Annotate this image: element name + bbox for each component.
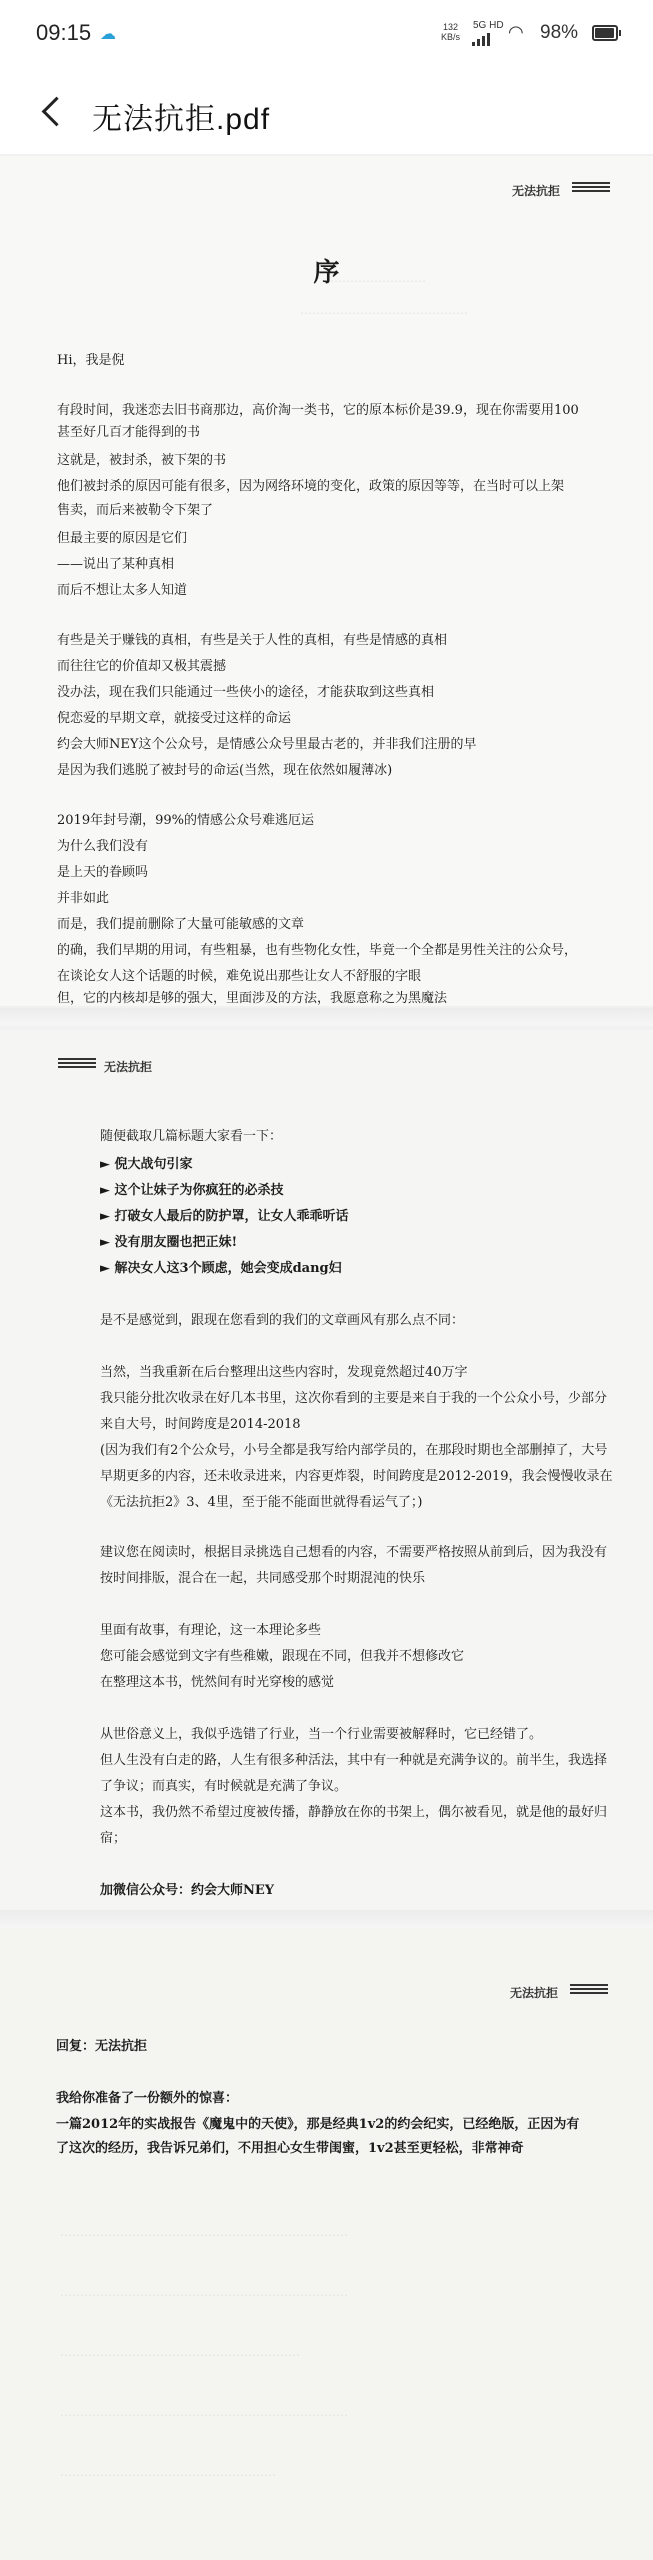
battery-icon [592, 25, 618, 41]
status-bar [0, 0, 653, 70]
pdf-page-3[interactable] [0, 1928, 653, 2560]
pdf-page-1[interactable] [0, 156, 653, 1006]
text-line: 2019年封号潮，99%的情感公众号难逃厄运 [57, 813, 314, 828]
bleed-through-text: ⋯⋯⋯⋯⋯⋯⋯⋯⋯⋯⋯⋯⋯⋯⋯⋯⋯⋯⋯⋯⋯⋯⋯⋯ [60, 2288, 348, 2302]
app-header [0, 70, 653, 154]
cloud-icon: ☁ [100, 26, 116, 43]
text-line: 但人生没有白走的路，人生有很多种活法，其中有一种就是充满争议的。前半生，我选择 [100, 1753, 608, 1768]
network-speed-unit: KB/s [441, 32, 461, 42]
network-type: 5G HD [473, 20, 504, 31]
battery-level: 98% [540, 22, 579, 43]
back-button[interactable] [36, 94, 72, 130]
text-line: 来自大号，时间跨度是2014-2018 [100, 1417, 301, 1432]
text-line: 倪恋爱的早期文章，就接受过这样的命运 [57, 711, 292, 726]
text-line: ► 解决女人这3个顾虑，她会变成dang妇 [100, 1261, 342, 1276]
running-header: 无法抗拒 [510, 1986, 559, 2000]
status-time: 09:15 [36, 20, 92, 45]
text-line: 了这次的经历，我告诉兄弟们，不用担心女生带闺蜜，1v2甚至更轻松，非常神奇 [56, 2141, 524, 2156]
bleed-through-text: ⋯⋯⋯⋯⋯⋯⋯⋯ [330, 274, 426, 288]
bleed-through-text: ⋯⋯⋯⋯⋯⋯⋯⋯⋯⋯⋯⋯⋯⋯⋯⋯⋯⋯⋯⋯⋯⋯⋯⋯ [60, 2408, 348, 2422]
header-ornament-icon [58, 1058, 96, 1074]
text-line: 了争议；而真实，有时候就是充满了争议。 [100, 1779, 348, 1794]
text-line: 是因为我们逃脱了被封号的命运(当然，现在依然如履薄冰) [57, 763, 393, 778]
bleed-through-text: ⋯⋯⋯⋯⋯⋯⋯⋯⋯⋯⋯⋯⋯⋯⋯⋯⋯⋯ [60, 2468, 276, 2482]
text-line: 这就是，被封杀，被下架的书 [57, 453, 227, 468]
document-title: 无法抗拒.pdf [92, 103, 271, 136]
text-line: (因为我们有2个公众号，小号全都是我写给内部学员的，在那段时期也全部删掉了，大号 [100, 1443, 608, 1458]
text-line: 在谈论女人这个话题的时候，难免说出那些让女人不舒服的字眼 [57, 969, 422, 984]
text-line: 而往往它的价值却又极其震撼 [57, 659, 227, 674]
text-line: 一篇2012年的实战报告《魔鬼中的天使》，那是经典1v2的约会纪实，已经绝版，正因为有 [56, 2117, 580, 2132]
text-line: 甚至好几百才能得到的书 [57, 425, 201, 440]
text-line: ► 这个让妹子为你疯狂的必杀技 [100, 1183, 284, 1198]
text-line: Hi，我是倪 [57, 353, 125, 368]
text-line: 建议您在阅读时，根据目录挑选自己想看的内容，不需要严格按照从前到后，因为我没有 [100, 1545, 608, 1560]
text-line: 而后不想让太多人知道 [57, 583, 188, 598]
preface-title: 序 [313, 258, 340, 288]
network-speed-value: 132 [442, 22, 459, 32]
text-line: 在整理这本书，恍然间有时光穿梭的感觉 [100, 1675, 335, 1690]
text-line: 您可能会感觉到文字有些稚嫩，跟现在不同，但我并不想修改它 [100, 1649, 465, 1664]
text-line: 加微信公众号：约会大师NEY [100, 1883, 275, 1898]
text-line: 里面有故事，有理论，这一本理论多些 [100, 1623, 322, 1638]
signal-icon [472, 32, 494, 46]
text-line: 早期更多的内容，还未收录进来，内容更炸裂，时间跨度是2012-2019，我会慢慢收录在 [100, 1469, 613, 1484]
text-line: 约会大师NEY这个公众号，是情感公众号里最古老的，并非我们注册的早 [57, 737, 477, 752]
text-line: 随便截取几篇标题大家看一下： [100, 1129, 283, 1144]
text-line: 是上天的眷顾吗 [57, 865, 149, 880]
text-line: 从世俗意义上，我似乎选错了行业，当一个行业需要被解释时，它已经错了。 [100, 1727, 543, 1742]
wifi-icon: ◠ [508, 22, 524, 42]
text-line: 回复：无法抗拒 [56, 2039, 148, 2054]
running-header: 无法抗拒 [104, 1060, 153, 1074]
text-line: 为什么我们没有 [57, 839, 149, 854]
text-line: 《无法抗拒2》3、4里，至于能不能面世就得看运气了；) [100, 1495, 423, 1510]
text-line: ——说出了某种真相 [57, 557, 175, 572]
pdf-page-2[interactable] [0, 1030, 653, 1910]
text-line: 这本书，我仍然不希望过度被传播，静静放在你的书架上，偶尔被看见，就是他的最好归 [100, 1805, 608, 1820]
page-separator [0, 1008, 653, 1026]
text-line: 的确，我们早期的用词，有些粗暴，也有些物化女性，毕竟一个全都是男性关注的公众号， [57, 943, 578, 958]
text-line: 但最主要的原因是它们 [57, 531, 188, 546]
bleed-through-text: ⋯⋯⋯⋯⋯⋯⋯⋯⋯⋯⋯⋯⋯⋯⋯⋯⋯⋯⋯⋯⋯⋯⋯⋯ [60, 2228, 348, 2242]
text-line: 宿； [100, 1831, 127, 1846]
text-line: 当然，当我重新在后台整理出这些内容时，发现竟然超过40万字 [100, 1365, 468, 1380]
bleed-through-text: ⋯⋯⋯⋯⋯⋯⋯⋯⋯⋯⋯⋯⋯⋯⋯⋯⋯⋯⋯⋯ [60, 2348, 300, 2362]
text-line: 我只能分批次收录在好几本书里，这次你看到的主要是来自于我的一个公众小号，少部分 [100, 1391, 608, 1406]
text-line: 是不是感觉到，跟现在您看到的我们的文章画风有那么点不同： [100, 1313, 465, 1328]
page-separator [0, 1910, 653, 1928]
bleed-through-text: ⋯⋯⋯⋯⋯⋯⋯⋯⋯⋯⋯⋯⋯⋯ [300, 306, 468, 320]
text-line: 有段时间，我迷恋去旧书商那边，高价淘一类书，它的原本标价是39.9，现在你需要用100 [57, 403, 579, 418]
text-line: ► 倪大战句引家 [100, 1157, 193, 1172]
text-line: 而是，我们提前删除了大量可能敏感的文章 [57, 917, 305, 932]
text-line: 但，它的内核却是够的强大，里面涉及的方法，我愿意称之为黑魔法 [57, 991, 448, 1006]
header-ornament-icon [570, 1984, 608, 2000]
text-line: 按时间排版，混合在一起，共同感受那个时期混沌的快乐 [100, 1571, 426, 1586]
text-line: 有些是关于赚钱的真相，有些是关于人性的真相，有些是情感的真相 [57, 633, 448, 648]
text-line: 售卖，而后来被勒令下架了 [57, 503, 214, 518]
text-line: 我给你准备了一份额外的惊喜： [56, 2091, 239, 2106]
header-ornament-icon [572, 182, 610, 198]
text-line: ► 打破女人最后的防护罩，让女人乖乖听话 [100, 1209, 349, 1224]
text-line: 并非如此 [57, 891, 110, 906]
text-line: ► 没有朋友圈也把正妹! [100, 1235, 238, 1250]
running-header: 无法抗拒 [512, 184, 561, 198]
network-speed [441, 22, 460, 42]
text-line: 他们被封杀的原因可能有很多，因为网络环境的变化，政策的原因等等，在当时可以上架 [57, 479, 565, 494]
text-line: 没办法，现在我们只能通过一些侠小的途径，才能获取到这些真相 [57, 685, 435, 700]
